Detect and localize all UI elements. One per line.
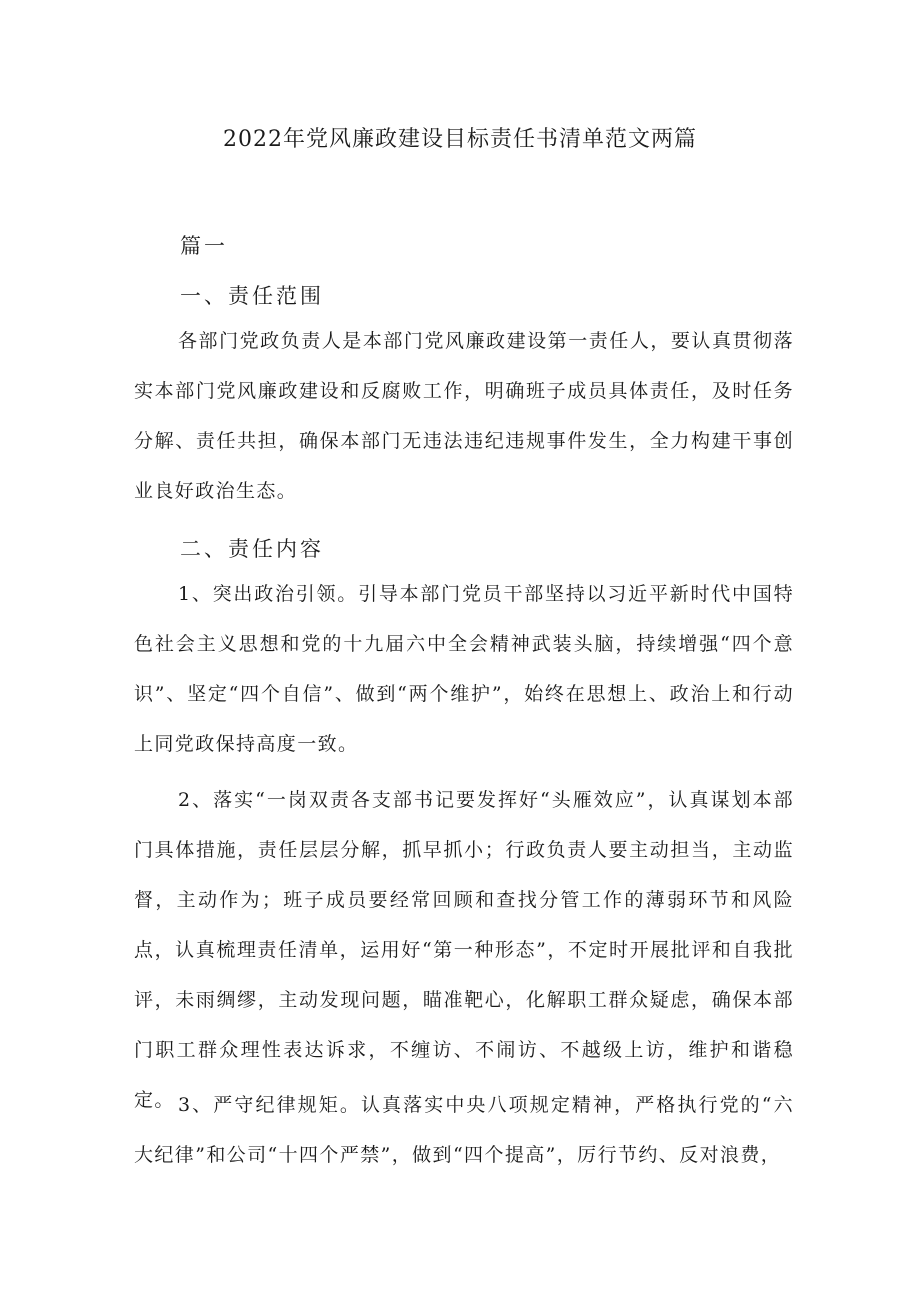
section-heading-content: 二、责任内容 [180, 537, 324, 561]
document-title: 2022年党风廉政建设目标责任书清单范文两篇 [223, 127, 697, 152]
part-label: 篇一 [180, 234, 228, 258]
paragraph-item-3: 3、严守纪律规矩。认真落实中央八项规定精神，严格执行党的“六大纪律”和公司“十四个严禁”，做到“四个提高”，厉行节约、反对浪费， [134, 1094, 794, 1166]
section-heading-scope: 一、责任范围 [180, 284, 324, 308]
paragraph-item-2: 2、落实“一岗双责各支部书记要发挥好“头雁效应”，认真谋划本部门具体措施，责任层层分解，抓早抓小；行政负责人要主动担当，主动监督，主动作为；班子成员要经常回顾和查找分管工作的薄弱环节和风险点，认真梳理责任清单，运用好“第一种形态”，不定时开展批评和自我批评，未雨绸缪，主动发现问题，瞄准靶心，化解职工群众疑虑，确保本部门职工群众理性表达诉求，不缠访、不闹访、不越级上访，维护和谐稳定。 [134, 789, 794, 1111]
paragraph-scope: 各部门党政负责人是本部门党风廉政建设第一责任人，要认真贯彻落实本部门党风廉政建设和反腐败工作，明确班子成员具体责任，及时任务分解、责任共担，确保本部门无违法违纪违规事件发生，全力构建干事创业良好政治生态。 [134, 330, 794, 502]
paragraph-item-1: 1、突出政治引领。引导本部门党员干部坚持以习近平新时代中国特色社会主义思想和党的十九届六中全会精神武装头脑，持续增强“四个意识”、坚定“四个自信”、做到“两个维护”，始终在思想上、政治上和行动上同党政保持高度一致。 [134, 583, 794, 755]
